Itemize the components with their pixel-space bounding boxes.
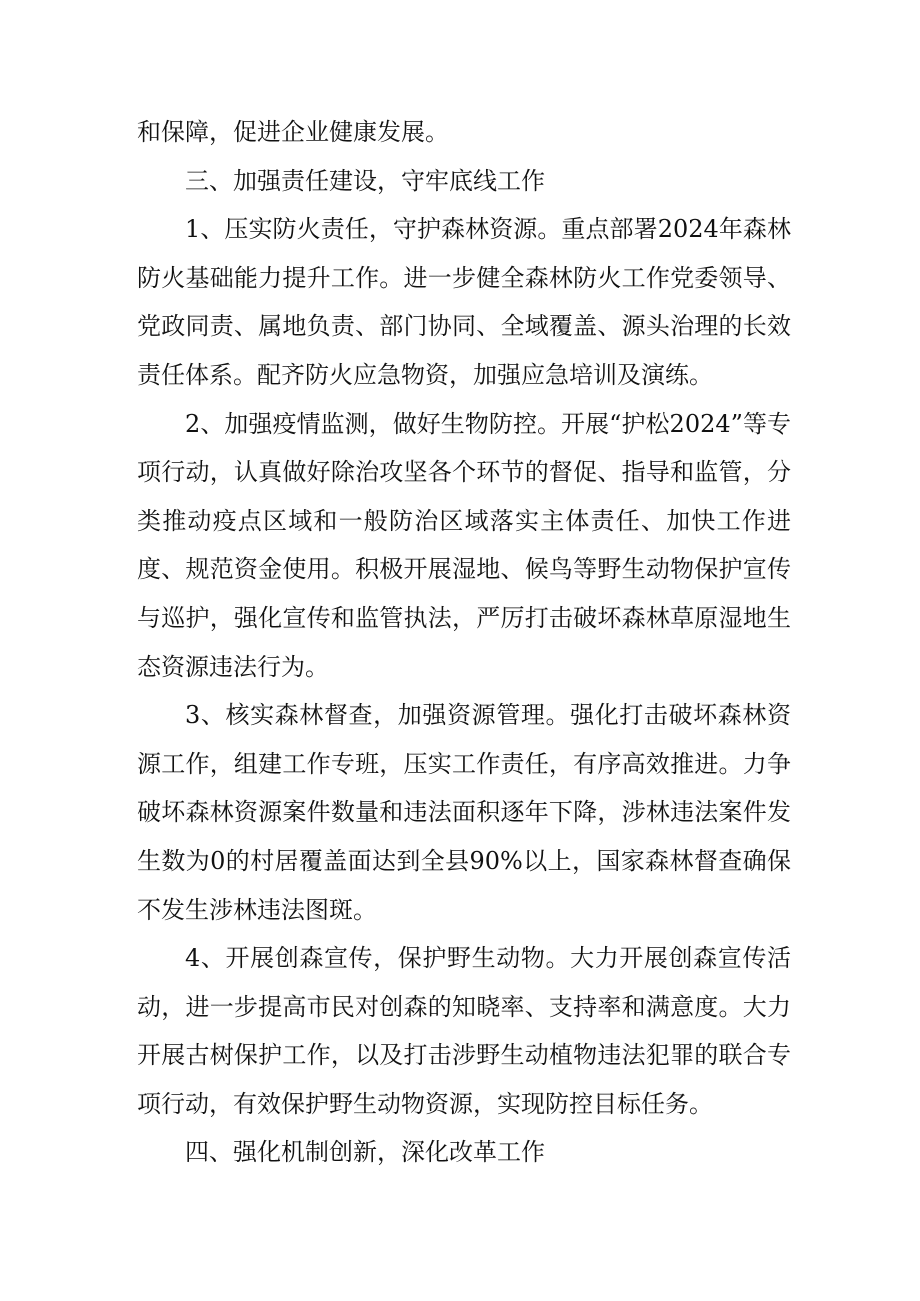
paragraph-item-3: 3、核实森林督查，加强资源管理。强化打击破坏森林资源工作，组建工作专班，压实工作责任，有序高效推进。力争破坏森林资源案件数量和违法面积逐年下降，涉林违法案件发生数为0的村居覆盖面达到全县90%以上，国家森林督查确保不发生涉林违法图斑。	[137, 701, 791, 924]
paragraph-item-2: 2、加强疫情监测，做好生物防控。开展“护松2024”等专项行动，认真做好除治攻坚各个环节的督促、指导和监管，分类推动疫点区域和一般防治区域落实主体责任、加快工作进度、规范资金使用。积极开展湿地、候鸟等野生动物保护宣传与巡护，强化宣传和监管执法，严厉打击破坏森林草原湿地生态资源违法行为。	[137, 409, 791, 681]
section-heading-3: 三、加强责任建设，守牢底线工作	[185, 166, 545, 195]
document-body	[137, 108, 791, 1177]
section-heading-4: 四、强化机制创新，深化改革工作	[185, 1138, 545, 1167]
paragraph-item-1: 1、压实防火责任，守护森林资源。重点部署2024年森林防火基础能力提升工作。进一步健全森林防火工作党委领导、党政同责、属地负责、部门协同、全域覆盖、源头治理的长效责任体系。配齐防火应急物资，加强应急培训及演练。	[137, 215, 791, 389]
paragraph-continuation: 和保障，促进企业健康发展。	[137, 118, 449, 146]
paragraph-item-4: 4、开展创森宣传，保护野生动物。大力开展创森宣传活动，进一步提高市民对创森的知晓率、支持率和满意度。大力开展古树保护工作，以及打击涉野生动植物违法犯罪的联合专项行动，有效保护野生动物资源，实现防控目标任务。	[137, 944, 791, 1118]
